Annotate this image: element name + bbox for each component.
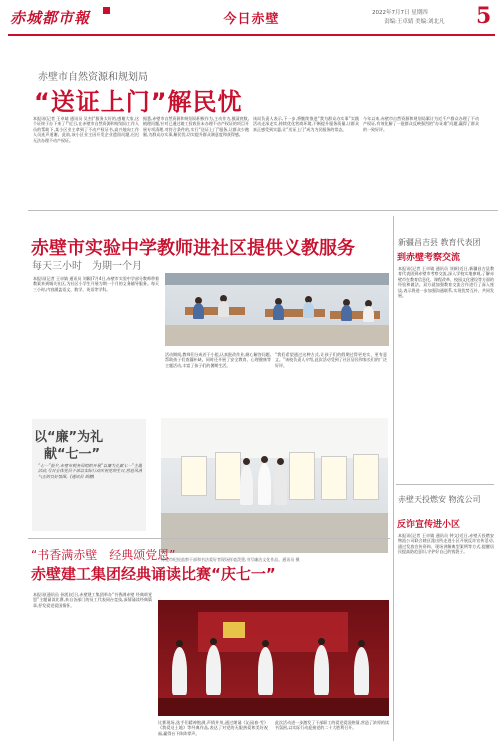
story2-subheadline: 每天三小时 为期一个月 <box>32 261 142 272</box>
story1-column-2: 据悉,赤壁市自然资源和规划局积极作为,主动作为,摸清底数,梳理问题,针对已通过竣工验收但未办理不动产权证的项目开展专项清理,对符合条件的,实行“送证上门”服务,让群众少跑腿,为群众办实事,解民忧,切实提升群众满意度和获得感。 <box>143 116 249 138</box>
issue-date: 2022年7月7日 星期四 <box>372 10 428 16</box>
story1-column-3: 该局负责人表示,下一步,将继续推进“我为群众办实事”实践活动走深走实,持续优化营商环境,不断提升服务质量,让群众真正感受到实惠,让“送证上门”成为为民服务的常态。 <box>253 116 359 132</box>
story4-kicker: “书香满赤壁 经典颂党恩” <box>31 548 176 562</box>
masthead <box>0 0 503 46</box>
calligraphy-photo <box>161 418 388 553</box>
photo-caption: 赤壁市纪检监察干部和书法爱好者现场挥毫泼墨,书写廉洁文化作品。通讯员 摄 <box>161 557 300 562</box>
right-story1-headline: 到赤壁考察交流 <box>397 253 461 263</box>
sidebar-box-subtitle: 献“七一” <box>44 447 101 462</box>
story1-column-4: 今年以来,赤壁市自然资源和规划局累计为近千户群众办理了不动产权证,有效化解了一批群众反映强烈的“办证难”问题,赢得了群众的一致好评。 <box>363 116 479 132</box>
story1-kicker: 赤壁市自然资源和规划局 <box>38 72 148 83</box>
recitation-photo <box>158 600 389 716</box>
editor-credit: 责编:王卓婧 美编:刘北凡 <box>384 19 445 25</box>
story4-column-2: 比赛现场,选手们精神饱满,声情并茂,通过朗诵《沁园春·雪》《我爱这土地》等经典作品,表达了对党的无限热爱和美好祝福,赢得台下阵阵掌声。 <box>158 720 268 736</box>
story2-column-2: 活动期间,教师们分成若干小组,认真批改作业,耐心解答问题,帮助孩子们查漏补缺。同时还开展了安全教育、心理健康等主题活动,丰富了孩子们的暑期生活。 <box>165 352 271 368</box>
divider <box>28 210 498 211</box>
divider <box>28 538 390 539</box>
story4-headline: 赤壁建工集团经典诵读比赛“庆七一” <box>31 565 276 583</box>
story2-column-1: 本报讯(记者 王卓婧 通讯员 刘颖)7月4日,赤壁市实验中学部分教师带着教案来到城关社区,为社区小学生开展为期一个月的义务辅导服务。每天三小时,内容涵盖语文、数学、英语等学科。 <box>33 276 159 292</box>
column-divider <box>393 216 394 741</box>
story1-column-1: 本报讯(记者 王卓婧 通讯员 吴杰)“服务太好的,感谢大家,这个证终于办下来了!”近日,在赤壁市自然资源和规划局工作人员的帮助下,某小区业主拿到了不动产权证书,高兴地向工作人员连声道谢。此前,该小区业主因开发企业遗留问题,迟迟无法办理不动产权证。 <box>33 116 139 143</box>
right-story2-kicker: 赤壁天投燃安 物流公司 <box>398 495 481 504</box>
story1-headline: “送证上门”解民忧 <box>34 88 243 116</box>
right-story1-body: 本报讯(记者 王卓婧 通讯员 刘新)近日,新疆昌吉县教育代表团到赤壁市考察交流,深入学校实地参观,了解赤壁市在教育信息化、课程改革、校园文化建设等方面的经验和做法。双方就加强教育交流合作进行了深入座谈,表示将进一步加强沟通联系,实现优势互补、共同发展。 <box>398 266 494 299</box>
right-story1-kicker: 新疆昌吉县 教育代表团 <box>398 238 481 247</box>
right-story2-headline: 反诈宣传进小区 <box>397 520 461 530</box>
section-title: 今日赤壁 <box>223 12 280 27</box>
story2-column-3: “我们希望通过这种方式,让孩子们的假期过得更充实、更有意义。”该校负责人介绍,此次活动受到了社区居民和家长们的广泛好评。 <box>275 352 387 368</box>
right-story2-body: 本报讯(记者 王卓婧 通讯员 钟文)近日,赤壁天投燃安物流公司联合辖区派出所走进小区开展反诈宣传活动,通过发放宣传资料、现场讲解典型案例等方式,提醒居民提高防范意识,守护好自己的钱袋子。 <box>398 533 494 555</box>
story2-headline: 赤壁市实验中学教师进社区提供义教服务 <box>31 238 355 259</box>
sidebar-box-title: 以“廉”为礼 <box>34 430 104 445</box>
newspaper-logo: 赤城都市報 <box>10 9 91 27</box>
divider <box>396 484 494 485</box>
story4-column-1: 本报讯(通讯员 孙凯)近日,赤壁建工集团举办“书香满赤壁 经典颂党恩”主题诵读比赛,来自各部门的员工代表同台竞技,深情诵读经典篇章,抒发爱党爱国情怀。 <box>33 592 152 608</box>
classroom-photo <box>165 273 389 346</box>
story4-column-3: 此次活动进一步激发了干部职工的爱党爱国热情,营造了浓厚的读书氛围,以实际行动迎接党的二十大胜利召开。 <box>275 720 389 731</box>
masthead-rule <box>8 34 495 36</box>
page-number: 5 <box>476 3 492 29</box>
sidebar-box-body: “七一”前夕,赤壁市税务局组织开展“以廉为礼献七一”主题活动,号召全体党员干部以实际行动庆祝党的生日,营造风清气正的良好氛围。(通讯员 胡静) <box>38 463 142 479</box>
